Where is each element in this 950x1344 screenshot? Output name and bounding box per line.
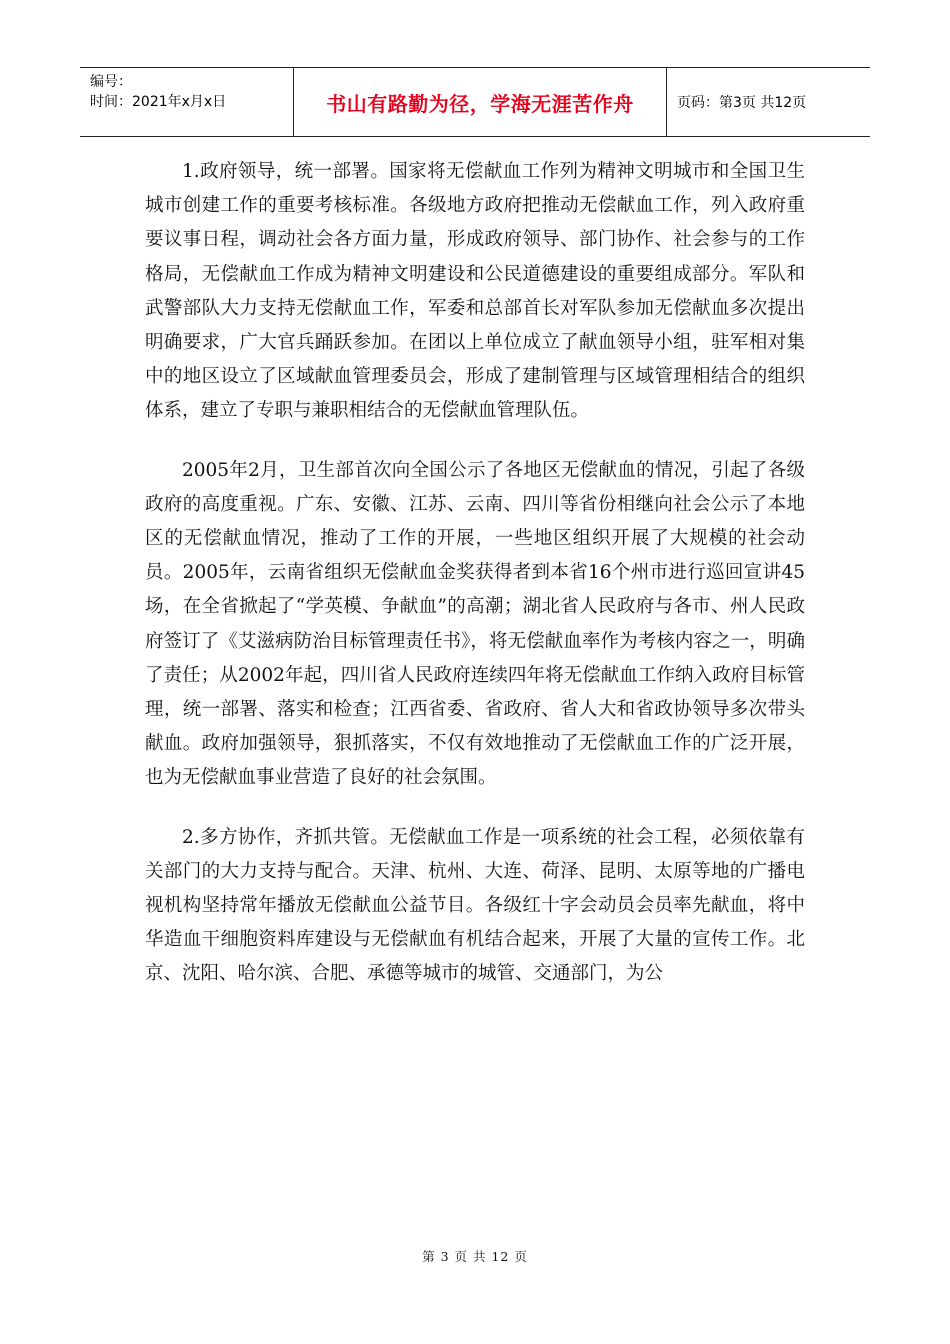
header-meta bbox=[80, 68, 294, 136]
document-header bbox=[80, 67, 870, 137]
body-paragraph: 1.政府领导，统一部署。国家将无偿献血工作列为精神文明城市和全国卫生城市创建工作的重要考核标准。各级地方政府把推动无偿献血工作，列入政府重要议事日程，调动社会各方面力量，形成政府领导、部门协作、社会参与的工作格局，无偿献血工作成为精神文明建设和公民道德建设的重要组成部分。军队和武警部队大力支持无偿献血工作，军委和总部首长对军队参加无偿献血多次提出明确要求，广大官兵踊跃参加。在团以上单位成立了献血领导小组，驻军相对集中的地区设立了区域献血管理委员会，形成了建制管理与区域管理相结合的组织体系，建立了专职与兼职相结合的无偿献血管理队伍。 bbox=[145, 161, 805, 422]
header-page-info: 页码：第3页 共12页 bbox=[677, 95, 807, 111]
body-paragraph: 2.多方协作，齐抓共管。无偿献血工作是一项系统的社会工程，必须依靠有关部门的大力支持与配合。天津、杭州、大连、荷泽、昆明、太原等地的广播电视机构坚持常年播放无偿献血公益节目。各级红十字会动员会员率先献血，将中华造血干细胞资料库建设与无偿献血有机结合起来，开展了大量的宣传工作。北京、沈阳、哈尔滨、合肥、承德等城市的城管、交通部门，为公 bbox=[145, 826, 805, 985]
body-paragraph: 2005年2月，卫生部首次向全国公示了各地区无偿献血的情况，引起了各级政府的高度重视。广东、安徽、江苏、云南、四川等省份相继向社会公示了本地区的无偿献血情况，推动了工作的开展，一些地区组织开展了大规模的社会动员。2005年，云南省组织无偿献血金奖获得者到本省16个州市进行巡回宣讲45场，在全省掀起了“学英模、争献血”的高潮；湖北省人民政府与各市、州人民政府签订了《艾滋病防治目标管理责任书》，将无偿献血率作为考核内容之一，明确了责任；从2002年起，四川省人民政府连续四年将无偿献血工作纳入政府目标管理，统一部署、落实和检查；江西省委、省政府、省人大和省政协领导多次带头献血。政府加强领导，狠抓落实，不仅有效地推动了无偿献血工作的广泛开展，也为无偿献血事业营造了良好的社会氛围。 bbox=[145, 459, 805, 789]
header-motto: 书山有路勤为径，学海无涯苦作舟 bbox=[294, 68, 667, 136]
page-footer: 第 3 页 共 12 页 bbox=[422, 1249, 528, 1264]
document-time-label: 时间：2021年x月x日 bbox=[90, 94, 227, 110]
document-body bbox=[145, 155, 805, 992]
document-number-label: 编号： bbox=[90, 74, 132, 90]
